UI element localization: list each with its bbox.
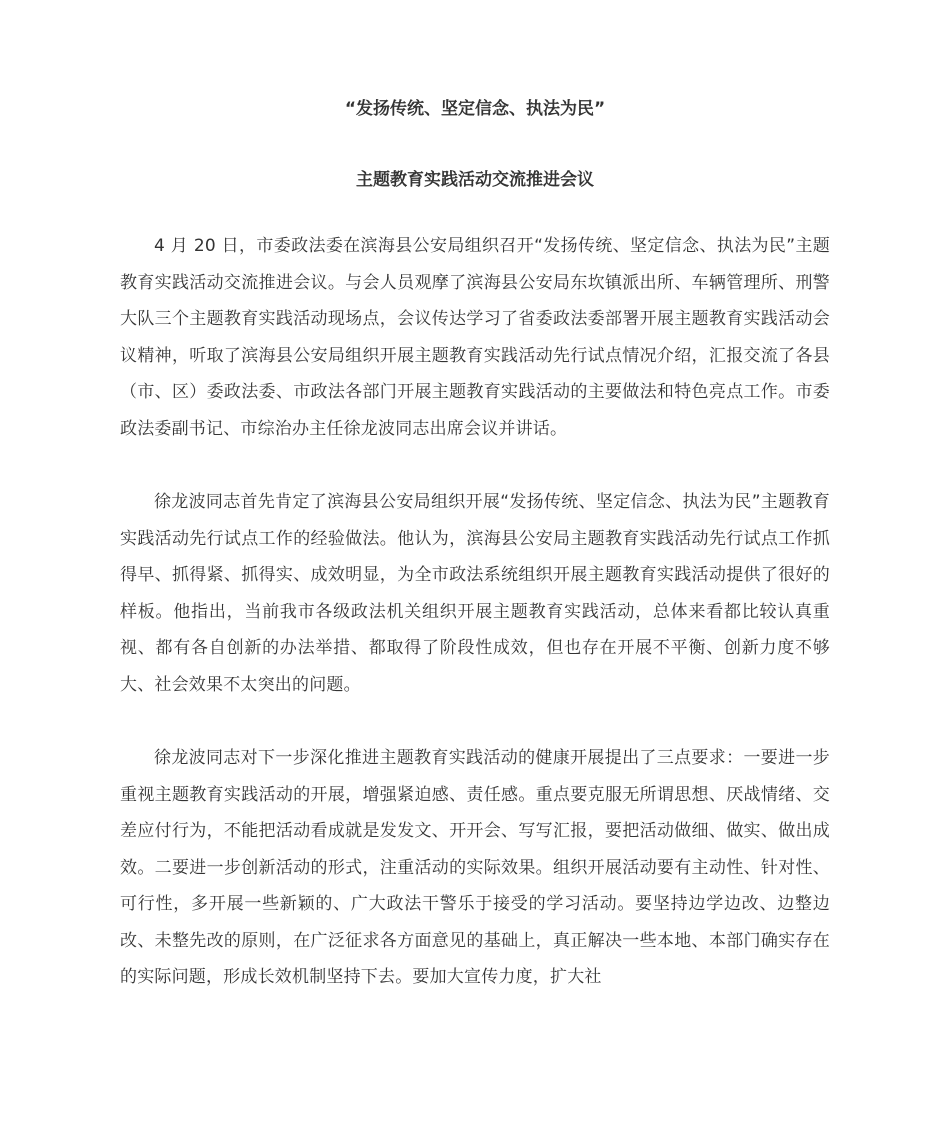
paragraph-2: 徐龙波同志首先肯定了滨海县公安局组织开展“发扬传统、坚定信念、执法为民”主题教育实践活动先行试点工作的经验做法。他认为，滨海县公安局主题教育实践活动先行试点工作抓得早、抓得紧、抓得实、成效明显，为全市政法系统组织开展主题教育实践活动提供了很好的样板。他指出，当前我市各级政法机关组织开展主题教育实践活动，总体来看都比较认真重视、都有各自创新的办法举措、都取得了阶段性成效，但也存在开展不平衡、创新力度不够大、社会效果不太突出的问题。: [120, 492, 830, 695]
document-title-line-2: 主题教育实践活动交流推进会议: [356, 170, 594, 190]
paragraph-3: 徐龙波同志对下一步深化推进主题教育实践活动的健康开展提出了三点要求：一要进一步重视主题教育实践活动的开展，增强紧迫感、责任感。重点要克服无所谓思想、厌战情绪、交差应付行为，不能把活动看成就是发发文、开开会、写写汇报，要把活动做细、做实、做出成效。二要进一步创新活动的形式，注重活动的实际效果。组织开展活动要有主动性、针对性、可行性，多开展一些新颖的、广大政法干警乐于接受的学习活动。要坚持边学边改、边整边改、未整先改的原则，在广泛征求各方面意见的基础上，真正解决一些本地、本部门确实存在的实际问题，形成长效机制坚持下去。要加大宣传力度，扩大社: [120, 748, 830, 987]
document-body: [120, 228, 830, 1033]
document-title-line-1: “发扬传统、坚定信念、执法为民”: [344, 99, 606, 119]
paragraph-1: 4 月 20 日，市委政法委在滨海县公安局组织召开“发扬传统、坚定信念、执法为民”主题教育实践活动交流推进会议。与会人员观摩了滨海县公安局东坎镇派出所、车辆管理所、刑警大队三个主题教育实践活动现场点，会议传达学习了省委政法委部署开展主题教育实践活动会议精神，听取了滨海县公安局组织开展主题教育实践活动先行试点情况介绍，汇报交流了各县（市、区）委政法委、市政法各部门开展主题教育实践活动的主要做法和特色亮点工作。市委政法委副书记、市综治办主任徐龙波同志出席会议并讲话。: [120, 236, 830, 439]
